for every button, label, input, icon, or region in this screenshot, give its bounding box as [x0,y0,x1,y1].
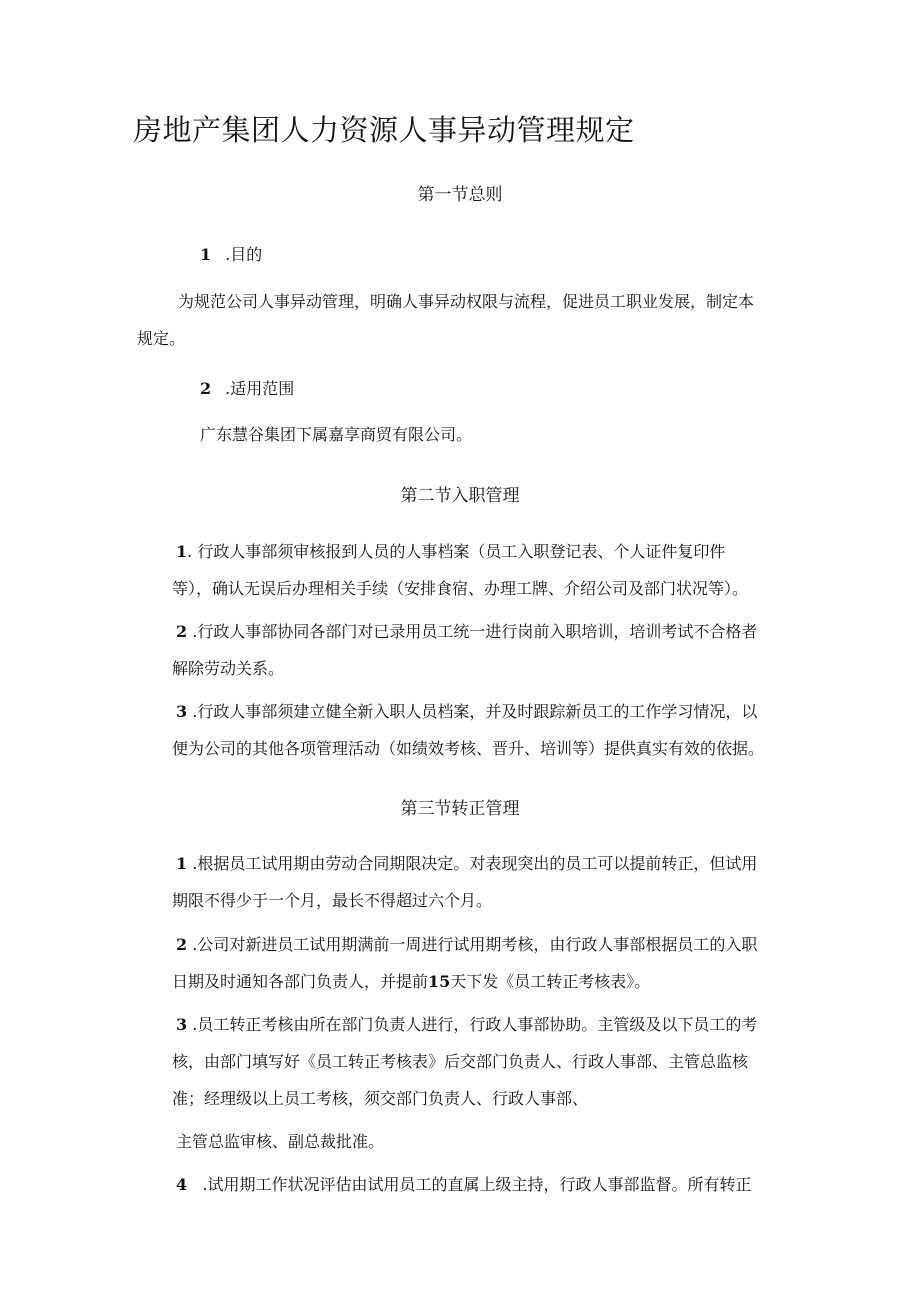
item-text: .行政人事部须建立健全新入职人员档案，并及时跟踪新员工的工作学习情况，以 [192,702,758,721]
regularization-item-3-continued-2 [172,1080,588,1117]
paragraph-purpose [178,283,754,320]
item-number: 3 [176,702,188,721]
paragraph-line [176,533,725,570]
subheading-scope [200,376,294,399]
regularization-item-4 [176,1166,752,1203]
onboarding-item-1-continued [172,570,748,607]
subheading-purpose [200,242,262,265]
item-text: .根据员工试用期由劳动合同期限决定。对表现突出的员工可以提前转正，但试用 [192,854,758,873]
paragraph-line [176,1166,752,1203]
section-heading-regularization: 第三节转正管理 [400,799,520,819]
paragraph-line [176,845,757,882]
item-text: .试用期工作状况评估由试用员工的直属上级主持，行政人事部监督。所有转正 [202,1175,752,1194]
section-heading-general: 第一节总则 [417,185,503,205]
onboarding-item-2 [176,613,757,650]
item-text: 天下发《员工转正考核表》。 [450,972,651,991]
paragraph-line: 等），确认无误后办理相关手续（安排食宿、办理工牌、介绍公司及部门状况等）。 [172,579,749,598]
subheading-label: .适用范围 [225,379,295,398]
paragraph-line: 解除劳动关系。 [172,659,285,678]
item-number: 2 [176,622,188,641]
paragraph-line: 主管总监审核、副总裁批准。 [176,1132,385,1151]
regularization-item-1-continued [172,882,492,919]
regularization-item-3 [176,1006,757,1043]
subheading-label: .目的 [225,245,263,264]
paragraph-line: 广东慧谷集团下属嘉享商贸有限公司。 [200,425,473,444]
paragraph-line [172,963,650,1000]
paragraph-line: 准；经理级以上员工考核，须交部门负责人、行政人事部、 [172,1089,589,1108]
paragraph-line: 规定。 [137,329,186,348]
item-number: 3 [176,1015,188,1034]
section-heading-onboarding: 第二节入职管理 [400,486,520,506]
onboarding-item-2-continued [172,650,284,687]
regularization-item-3-continued-3 [176,1123,384,1160]
onboarding-item-1 [176,533,725,570]
paragraph-line: 期限不得少于一个月，最长不得超过六个月。 [172,891,493,910]
onboarding-item-3 [176,693,757,730]
paragraph-line [176,613,757,650]
document-title: 房地产集团人力资源人事异动管理规定 [133,113,635,147]
paragraph-scope [200,416,472,453]
item-number: 1 [176,542,188,561]
item-text: .员工转正考核由所在部门负责人进行，行政人事部协助。主管级及以下员工的考 [192,1015,758,1034]
paragraph-line [176,693,757,730]
paragraph-line [176,926,757,963]
paragraph-line: 便为公司的其他各项管理活动（如绩效考核、晋升、培训等）提供真实有效的依据。 [172,739,765,758]
regularization-item-1 [176,845,757,882]
item-text: .公司对新进员工试用期满前一周进行试用期考核，由行政人事部根据员工的入职 [192,935,758,954]
item-text: .行政人事部协同各部门对已录用员工统一进行岗前入职培训，培训考试不合格者 [192,622,758,641]
regularization-item-3-continued [172,1043,748,1080]
regularization-item-2-continued [172,963,650,1000]
subheading-number: 1 [200,245,212,264]
regularization-item-2 [176,926,757,963]
onboarding-item-3-continued [172,730,764,767]
item-number: 1 [176,854,188,873]
paragraph-purpose-continued [137,320,185,357]
paragraph-line: 核，由部门填写好《员工转正考核表》后交部门负责人、行政人事部、主管总监核 [172,1052,749,1071]
day-count: 15 [428,972,451,991]
item-number: 4 [176,1175,188,1194]
paragraph-line: 为规范公司人事异动管理，明确人事异动权限与流程，促进员工职业发展，制定本 [178,292,755,311]
subheading-number: 2 [200,379,212,398]
item-text: . 行政人事部须审核报到人员的人事档案（员工入职登记表、个人证件复印件 [187,542,726,561]
item-text: 日期及时通知各部门负责人，并提前 [172,972,429,991]
paragraph-line [176,1006,757,1043]
item-number: 2 [176,935,188,954]
